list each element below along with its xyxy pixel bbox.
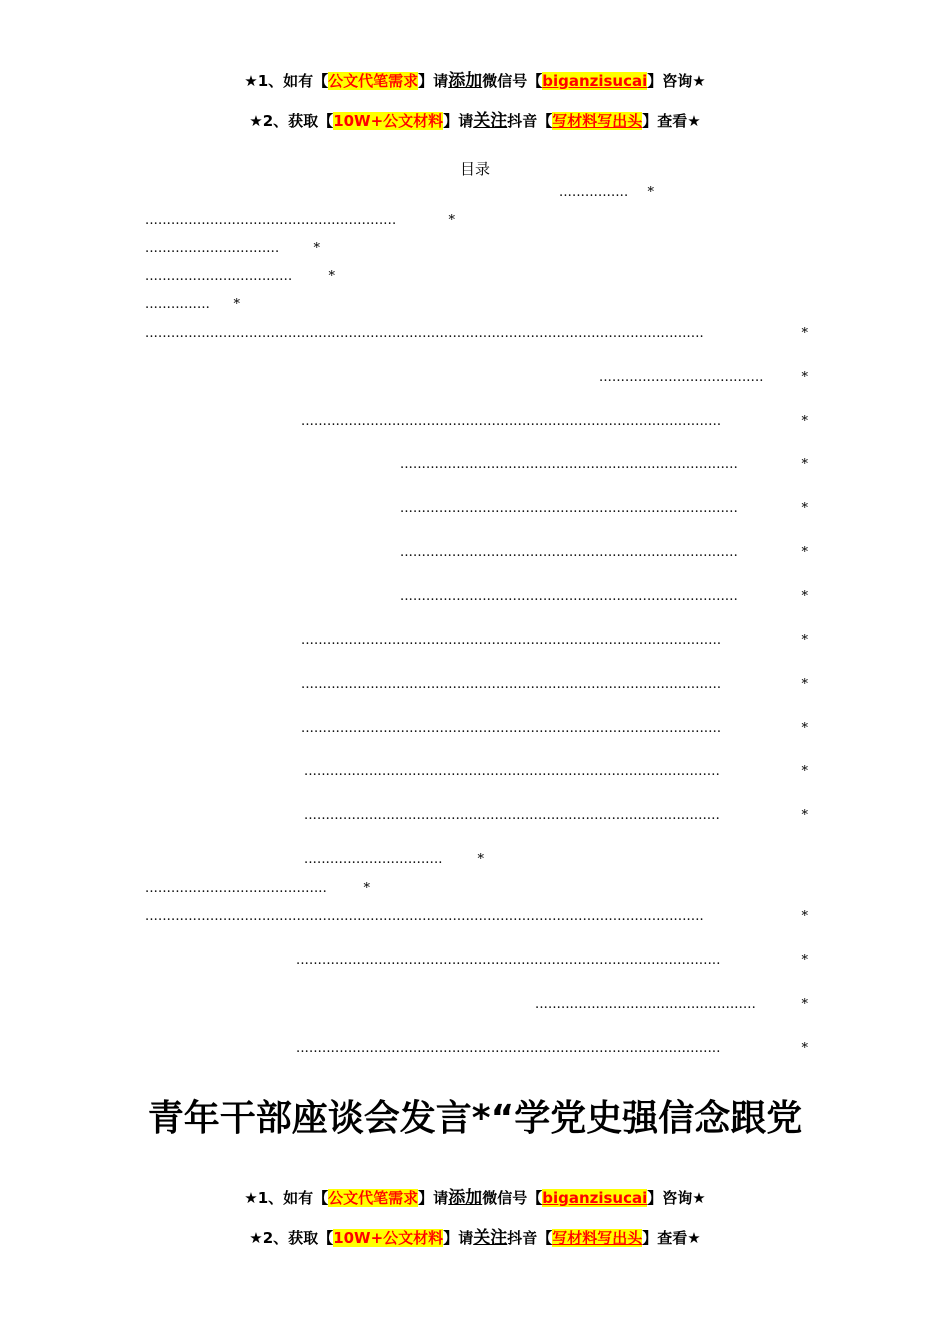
toc-entry[interactable]: .......................................................... *	[145, 213, 455, 228]
promo-line-2-bottom	[0, 1228, 950, 1248]
promo-douyin-id[interactable]: 写材料写出头	[552, 112, 643, 130]
toc-entry[interactable]: ................................................................................................ *	[304, 808, 808, 823]
toc-entry[interactable]: ................................................................................................................................. *	[145, 909, 808, 924]
promo-action: 关注	[473, 111, 508, 131]
toc-page-marker: *	[801, 457, 808, 472]
promo-line-2	[0, 111, 950, 131]
toc-entry[interactable]: ................................................................................................. *	[301, 721, 808, 736]
toc-entry[interactable]: ................................................................................................. *	[301, 677, 808, 692]
promo-text: ★1、如有【	[244, 72, 329, 90]
promo-text: 】请	[443, 1229, 474, 1247]
toc-page-marker: *	[363, 881, 370, 896]
promo-text: 】查看★	[642, 112, 701, 130]
promo-text: 】咨询★	[647, 1189, 706, 1207]
promo-douyin-id[interactable]: 写材料写出头	[552, 1229, 643, 1247]
toc-entry[interactable]: ................................................... *	[535, 997, 808, 1012]
toc-entry[interactable]: ................................................................................................. *	[301, 633, 808, 648]
toc-entry[interactable]: ................................................................................................ *	[304, 764, 808, 779]
toc-page-marker: *	[801, 953, 808, 968]
promo-wechat-id[interactable]: biganzisucai	[542, 1189, 648, 1207]
toc-page-marker: *	[801, 721, 808, 736]
toc-page-marker: *	[801, 1041, 808, 1056]
promo-text: ★1、如有【	[244, 1189, 329, 1207]
toc-page-marker: *	[477, 852, 484, 867]
promo-action: 添加	[448, 1188, 483, 1208]
promo-text: ★2、获取【	[249, 1229, 334, 1247]
toc-page-marker: *	[801, 909, 808, 924]
toc-page-marker: *	[801, 501, 808, 516]
toc-page-marker: *	[801, 414, 808, 429]
toc-page-marker: *	[801, 370, 808, 385]
toc-page-marker: *	[233, 297, 240, 312]
promo-line-1	[0, 71, 950, 91]
promo-highlight: 公文代笔需求	[328, 1189, 419, 1207]
toc-title: 目录	[459, 160, 490, 178]
toc-entry[interactable]: ...................................... *	[599, 370, 808, 385]
promo-highlight: 公文代笔需求	[328, 72, 419, 90]
promo-text: 微信号【	[482, 72, 543, 90]
promo-wechat-id[interactable]: biganzisucai	[542, 72, 648, 90]
toc-page-marker: *	[647, 185, 654, 200]
toc-entry[interactable]: ................................ *	[304, 852, 484, 867]
toc-page-marker: *	[328, 269, 335, 284]
toc-page-marker: *	[801, 633, 808, 648]
toc-entry[interactable]: .................................. *	[145, 269, 335, 284]
document-title: 青年干部座谈会发言*“学党史强信念跟党	[147, 1098, 803, 1139]
toc-page-marker: *	[801, 326, 808, 341]
promo-action: 添加	[448, 71, 483, 91]
promo-text: 】请	[418, 72, 449, 90]
toc-entry[interactable]: .............................................................................. *	[400, 545, 808, 560]
toc-page-marker: *	[448, 213, 455, 228]
promo-line-1-bottom	[0, 1188, 950, 1208]
toc-entry[interactable]: ............... *	[145, 297, 240, 312]
toc-entry[interactable]: .................................................................................................. *	[296, 953, 808, 968]
toc-page-marker: *	[801, 764, 808, 779]
toc-page-marker: *	[801, 997, 808, 1012]
toc-entry[interactable]: .......................................... *	[145, 881, 370, 896]
toc-page-marker: *	[801, 677, 808, 692]
promo-text: 】请	[418, 1189, 449, 1207]
toc-entry[interactable]: .................................................................................................. *	[296, 1041, 808, 1056]
promo-text: 抖音【	[507, 1229, 553, 1247]
promo-text: 抖音【	[507, 112, 553, 130]
toc-entry[interactable]: ................ *	[559, 185, 654, 200]
toc-page-marker: *	[801, 808, 808, 823]
promo-text: 】咨询★	[647, 72, 706, 90]
promo-action: 关注	[473, 1228, 508, 1248]
toc-entry[interactable]: .............................................................................. *	[400, 501, 808, 516]
toc-page-marker: *	[801, 589, 808, 604]
toc-entry[interactable]: .............................................................................. *	[400, 589, 808, 604]
toc-page-marker: *	[801, 545, 808, 560]
toc-entry[interactable]: ................................................................................................. *	[301, 414, 808, 429]
toc-entry[interactable]: ............................... *	[145, 241, 320, 256]
promo-text: 】查看★	[642, 1229, 701, 1247]
promo-text: 微信号【	[482, 1189, 543, 1207]
toc-entry[interactable]: .............................................................................. *	[400, 457, 808, 472]
promo-highlight: 10W+公文材料	[333, 112, 444, 130]
promo-highlight: 10W+公文材料	[333, 1229, 444, 1247]
toc-entry[interactable]: ................................................................................................................................. *	[145, 326, 808, 341]
promo-text: ★2、获取【	[249, 112, 334, 130]
toc-page-marker: *	[313, 241, 320, 256]
promo-text: 】请	[443, 112, 474, 130]
